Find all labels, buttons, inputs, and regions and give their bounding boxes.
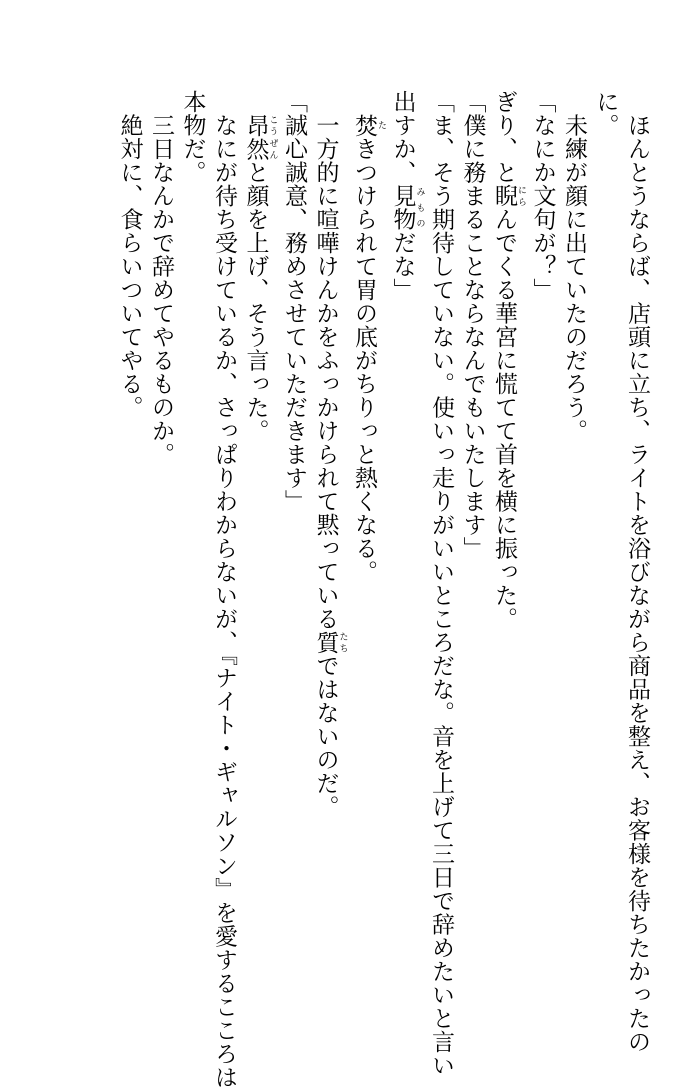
- text-line: 昂然 こうぜんと顔を上げ、そう言った。: [242, 113, 278, 443]
- vertical-text-body: [32, 90, 652, 1089]
- ruby-reading: こうぜん: [267, 113, 278, 161]
- text-line: 「なにか文句が？」: [529, 90, 556, 302]
- text-line: ぎり、と睨 にらんでくる華宮に慌てて首を横に振った。: [491, 90, 526, 631]
- text-line: 三日なんかで辞めてやるものか。: [148, 90, 174, 466]
- text-line: なにが待ち受けているか、さっぱりわからないが、『ナイト・ギャルソン』を愛するこころは: [211, 90, 237, 1089]
- ruby-reading: たち: [337, 630, 348, 654]
- text-line: 「誠心誠意、務めさせていただきます」: [281, 90, 307, 513]
- text-line: ほんとうならば、店頭に立ち、ライトを浴びながら商品を整え、お客様を待ちたかったの: [624, 90, 650, 1054]
- ruby-annotation: 見物 みもの: [389, 184, 425, 231]
- ruby-reading: にら: [516, 184, 526, 208]
- ruby-annotation: 睨 にら: [491, 184, 526, 208]
- text-line: 「ま、そう期待していない。使いっ走りがいいところだな。音を上げて三日で辞めたいと言い: [428, 90, 454, 1077]
- text-line: 未練が顔に出ていたのだろう。: [561, 90, 587, 443]
- ruby-annotation: 昂然 こうぜん: [242, 113, 278, 161]
- ruby-reading: みもの: [414, 184, 425, 231]
- ruby-annotation: 焚 た: [351, 113, 386, 137]
- text-line: 焚 たきつけられて胃の底がちりっと熱くなる。: [351, 113, 386, 584]
- text-line: 絶対に、食らいついてやる。: [116, 90, 143, 419]
- ruby-annotation: 質 たち: [312, 630, 348, 654]
- text-line: 一方的に喧嘩けんかをふっかけられて黙っている質 たちではないのだ。: [312, 90, 348, 819]
- ruby-reading: た: [376, 113, 386, 137]
- text-line: 「僕に務まることならなんでもいたします」: [459, 90, 486, 560]
- text-line: 本物だ。: [179, 90, 206, 184]
- text-line: に。: [592, 90, 619, 137]
- text-line: 出すか、見物 みものだな」: [389, 90, 425, 302]
